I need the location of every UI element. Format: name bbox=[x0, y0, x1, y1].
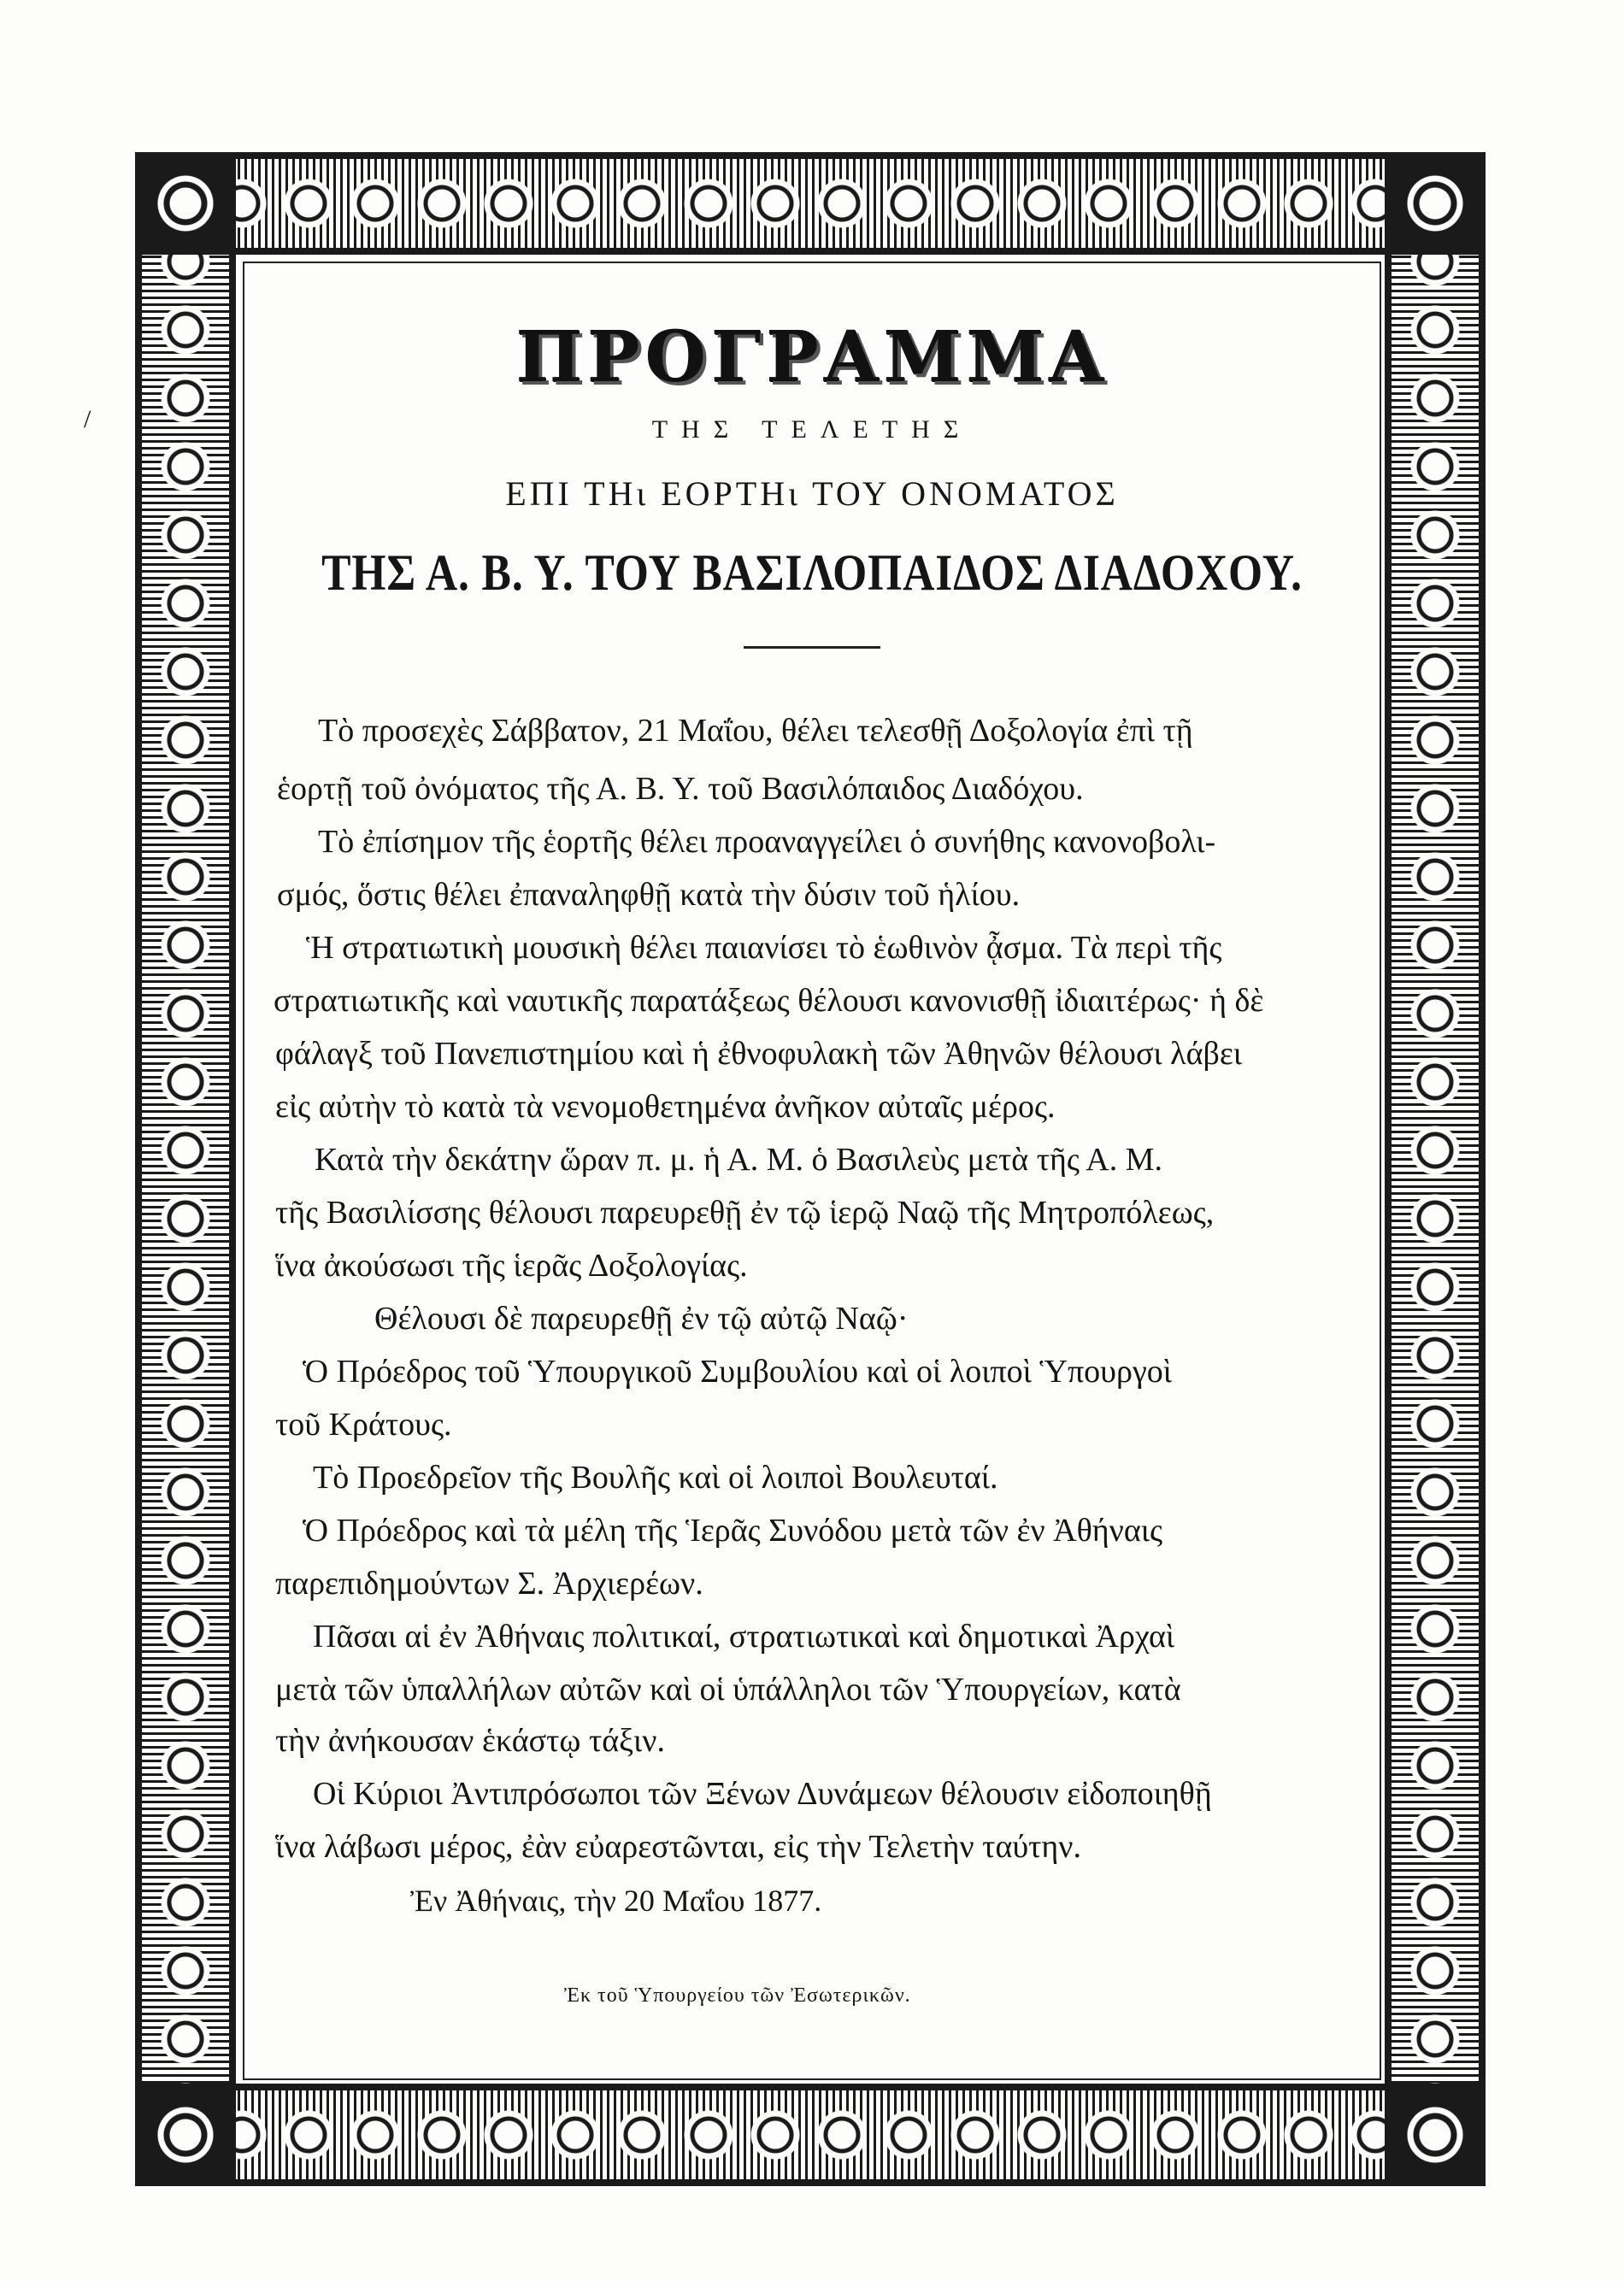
margin-mark: / bbox=[84, 405, 91, 433]
rosette-ornament-icon bbox=[1385, 152, 1486, 255]
page-title: ΠΡΟΓΡΑΜΜΑ bbox=[515, 316, 1109, 398]
title-divider bbox=[744, 646, 880, 649]
body-line: εἰς αὐτὴν τὸ κατὰ τὰ νενομοθετημένα ἀνῆκον αὐταῖς μέρος. bbox=[275, 1089, 1056, 1125]
body-line: τὴν ἀνήκουσαν ἑκάστῳ τάξιν. bbox=[275, 1723, 665, 1759]
body-line: Ὁ Πρόεδρος τοῦ Ὑπουργικοῦ Συμβουλίου καὶ οἱ λοιποὶ Ὑπουργοὶ bbox=[303, 1354, 1172, 1390]
body-line: Πᾶσαι αἱ ἐν Ἀθήναις πολιτικαί, στρατιωτικαὶ καὶ δημοτικαὶ Ἀρχαὶ bbox=[313, 1619, 1175, 1655]
subtitle-heir: ΤΗΣ Α. Β. Υ. ΤΟΥ ΒΑΣΙΛΟΠΑΙΔΟΣ ΔΙΑΔΟΧΟΥ. bbox=[321, 544, 1303, 601]
body-line: Τὸ προσεχὲς Σάββατον, 21 Μαΐου, θέλει τελεσθῇ Δοξολογία ἐπὶ τῇ bbox=[318, 713, 1193, 749]
body-line: μετὰ τῶν ὑπαλλήλων αὐτῶν καὶ οἱ ὑπάλληλοι τῶν Ὑπουργείων, κατὰ bbox=[275, 1672, 1181, 1708]
body-line: ἵνα ἀκούσωσι τῆς ἱερᾶς Δοξολογίας. bbox=[275, 1248, 748, 1284]
issuing-ministry: Ἐκ τοῦ Ὑπουργείου τῶν Ἐσωτερικῶν. bbox=[564, 1984, 911, 2007]
body-line: φάλαγξ τοῦ Πανεπιστημίου καὶ ἡ ἐθνοφυλακὴ τῶν Ἀθηνῶν θέλουσι λάβει bbox=[275, 1036, 1243, 1072]
border-bottom bbox=[135, 2084, 1486, 2186]
body-line: παρεπιδημούντων Σ. Ἀρχιερέων. bbox=[275, 1566, 703, 1602]
border-top bbox=[135, 152, 1486, 255]
rosette-ornament-icon bbox=[135, 2084, 236, 2186]
body-line: Τὸ ἐπίσημον τῆς ἑορτῆς θέλει προαναγγείλει ὁ συνήθης κανονοβολι- bbox=[318, 824, 1216, 860]
body-line: Οἱ Κύριοι Ἀντιπρόσωποι τῶν Ξένων Δυνάμεων θέλουσιν εἰδοποιηθῇ bbox=[313, 1776, 1212, 1812]
body-line: ἑορτῇ τοῦ ὀνόματος τῆς Α. Β. Υ. τοῦ Βασιλόπαιδος Διαδόχου. bbox=[277, 771, 1084, 807]
document-date: Ἐν Ἀθήναις, τὴν 20 Μαΐου 1877. bbox=[410, 1884, 822, 1918]
body-line: Κατὰ τὴν δεκάτην ὥραν π. μ. ἡ Α. Μ. ὁ Βασιλεὺς μετὰ τῆς Α. Μ. bbox=[315, 1142, 1163, 1178]
body-line: τοῦ Κράτους. bbox=[275, 1407, 452, 1443]
rosette-ornament-icon bbox=[135, 152, 236, 255]
body-line: Θέλουσι δὲ παρευρεθῇ ἐν τῷ αὐτῷ Ναῷ· bbox=[374, 1301, 909, 1337]
body-line: σμός, ὅστις θέλει ἐπαναληφθῇ κατὰ τὴν δύσιν τοῦ ἡλίου. bbox=[277, 877, 1021, 913]
rosette-ornament-icon bbox=[1385, 2084, 1486, 2186]
body-line: Τὸ Προεδρεῖον τῆς Βουλῆς καὶ οἱ λοιποὶ Βουλευταί. bbox=[313, 1460, 998, 1496]
border-left bbox=[135, 152, 236, 2186]
body-line: Ἡ στρατιωτικὴ μουσικὴ θέλει παιανίσει τὸ ἑωθινὸν ᾆσμα. Τὰ περὶ τῆς bbox=[306, 930, 1222, 966]
body-line: ἵνα λάβωσι μέρος, ἐὰν εὐαρεστῶνται, εἰς τὴν Τελετὴν ταύτην. bbox=[275, 1829, 1081, 1865]
border-right bbox=[1385, 152, 1486, 2186]
subtitle-ceremony: ΤΗΣ ΤΕΛΕΤΗΣ bbox=[651, 415, 973, 444]
body-line: Ὁ Πρόεδρος καὶ τὰ μέλη τῆς Ἱερᾶς Συνόδου μετὰ τῶν ἐν Ἀθήναις bbox=[303, 1513, 1163, 1549]
body-line: στρατιωτικῆς καὶ ναυτικῆς παρατάξεως θέλουσι κανονισθῇ ἰδιαιτέρως· ἡ δὲ bbox=[274, 983, 1264, 1019]
body-line: τῆς Βασιλίσσης θέλουσι παρευρεθῇ ἐν τῷ ἱερῷ Ναῷ τῆς Μητροπόλεως, bbox=[275, 1195, 1215, 1231]
subtitle-occasion: ΕΠΙ ΤΗι ΕΟΡΤΗι ΤΟΥ ΟΝΟΜΑΤΟΣ bbox=[505, 474, 1119, 513]
